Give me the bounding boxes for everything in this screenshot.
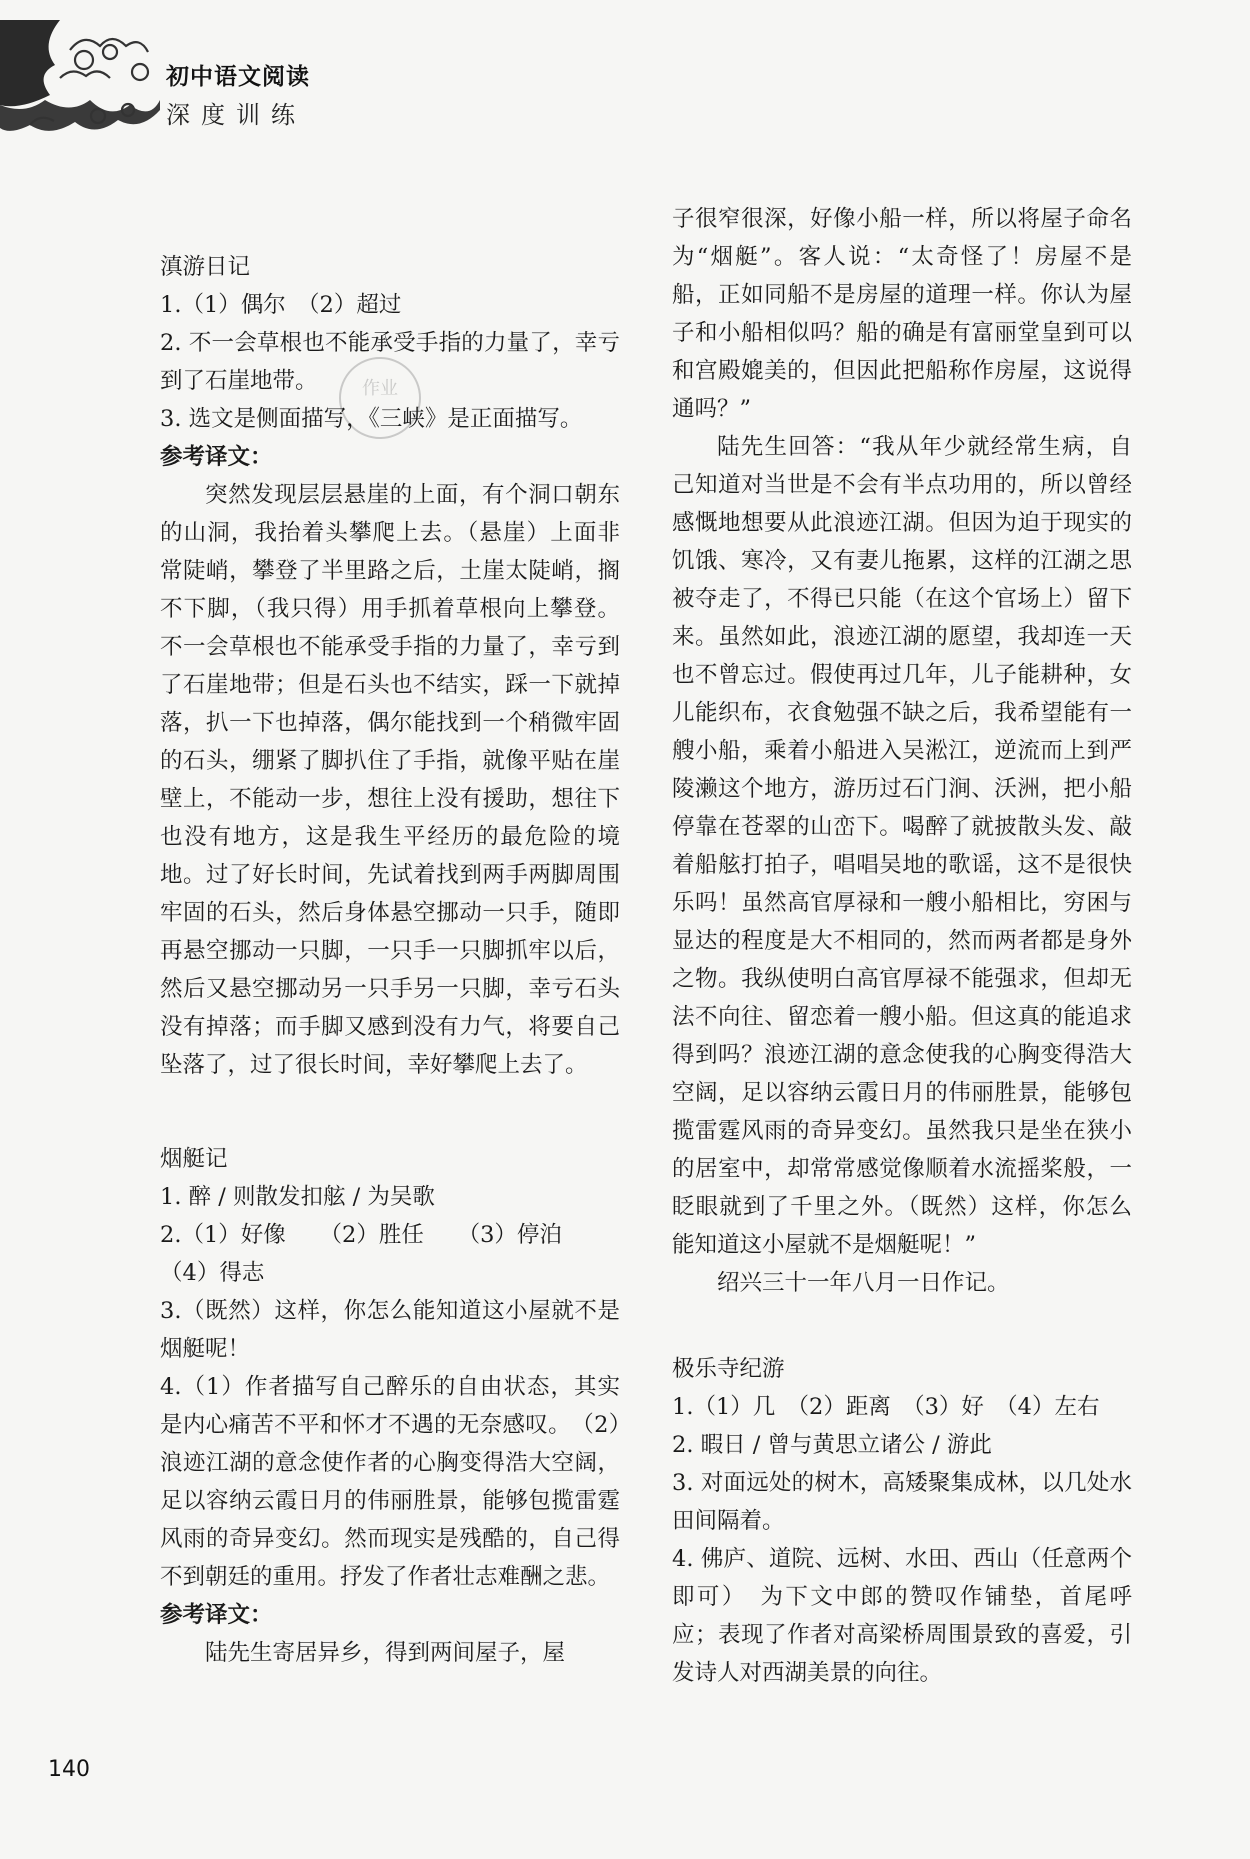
s2-question-1: 1. 醉 / 则散发扣舷 / 为吴歌 [160,1184,435,1210]
page-number: 140 [48,1757,90,1782]
book-subtitle: 深度训练 [166,101,306,129]
section-title-yanting: 烟艇记 [160,1146,228,1172]
s2-translation-continued: 子很窄很深，好像小船一样，所以将屋子命名为“烟艇”。客人说：“太奇怪了！房屋不是船，正如同船不是房屋的道理一样。你认为屋子和小船相似吗？船的确是有富丽堂皇到可以和宫殿媲美的，但因此把船称作房屋，这说得通吗？” [672,206,1132,422]
cloud-ornament-icon [0,20,170,150]
s1-question-1: 1.（1）偶尔 （2）超过 [160,292,402,318]
s3-question-1: 1.（1）几 （2）距离 （3）好 （4）左右 [672,1394,1100,1420]
watermark-text: 作业 [362,378,398,399]
book-header [166,58,310,130]
section-title-dianyou: 滇游日记 [160,254,251,280]
s1-reference-label: 参考译文： [160,444,273,470]
left-column [160,200,620,1672]
s2-question-4: 4.（1）作者描写自己醉乐的自由状态，其实是内心痛苦不平和怀才不遇的无奈感叹。 （2）浪迹江湖的意念使作者的心胸变得浩大空阔，足以容纳云霞日月的伟丽胜景，能够包揽雷霆风雨的奇异变幻。然而现实是残酷的，自己得不到朝廷的重用。抒发了作者壮志难酬之悲。 [160,1374,620,1590]
s2-question-3: 3.（既然）这样，你怎么能知道这小屋就不是烟艇呢！ [160,1298,620,1362]
s1-question-3: 3. 选文是侧面描写，《三峡》是正面描写。 [160,406,583,432]
s2-question-2-line-2: （4）得志 [160,1260,265,1286]
right-column [672,200,1132,1692]
s3-question-3: 3. 对面远处的树木，高矮聚集成林，以几处水田间隔着。 [672,1470,1132,1534]
s3-question-4: 4. 佛庐、道院、远树、水田、西山（任意两个即可） 为下文中郎的赞叹作铺垫，首尾呼应；表现了作者对高梁桥周围景致的喜爱，引发诗人对西湖美景的向往。 [672,1546,1132,1686]
s2-question-2-line-1: 2.（1）好像 （2）胜任 （3）停泊 [160,1222,562,1248]
s2-translation-date: 绍兴三十一年八月一日作记。 [717,1270,1010,1296]
s2-translation-start: 陆先生寄居异乡，得到两间屋子，屋 [205,1640,566,1666]
s2-translation-reply: 陆先生回答：“我从年少就经常生病，自己知道对当世是不会有半点功用的，所以曾经感慨地想要从此浪迹江湖。但因为迫于现实的饥饿、寒冷，又有妻儿拖累，这样的江湖之思被夺走了，不得已只能（在这个官场上）留下来。虽然如此，浪迹江湖的愿望，我却连一天也不曾忘过。假使再过几年，儿子能耕种，女儿能织布，衣食勉强不缺之后，我希望能有一艘小船，乘着小船进入吴淞江，逆流而上到严陵濑这个地方，游历过石门涧、沃洲，把小船停靠在苍翠的山峦下。喝醉了就披散头发、敲着船舷打拍子，唱唱吴地的歌谣，这不是很快乐吗！虽然高官厚禄和一艘小船相比，穷困与显达的程度是大不相同的，然而两者都是身外之物。我纵使明白高官厚禄不能强求，但却无法不向往、留恋着一艘小船。但这真的能追求得到吗？浪迹江湖的意念使我的心胸变得浩大空阔，足以容纳云霞日月的伟丽胜景，能够包揽雷霆风雨的奇异变幻。虽然我只是坐在狭小的居室中，却常常感觉像顺着水流摇桨般，一眨眼就到了千里之外。（既然）这样，你怎么能知道这小屋就不是烟艇呢！” [672,434,1132,1258]
s2-reference-label: 参考译文： [160,1602,273,1628]
s1-translation: 突然发现层层悬崖的上面，有个洞口朝东的山洞，我抬着头攀爬上去。（悬崖）上面非常陡峭，攀登了半里路之后，土崖太陡峭，搁不下脚，（我只得）用手抓着草根向上攀登。不一会草根也不能承受手指的力量了，幸亏到了石崖地带；但是石头也不结实，踩一下就掉落，扒一下也掉落，偶尔能找到一个稍微牢固的石头，绷紧了脚扒住了手指，就像平贴在崖壁上，不能动一步，想往上没有援助，想往下也没有地方，这是我生平经历的最危险的境地。过了好长时间，先试着找到两手两脚周围牢固的石头，然后身体悬空挪动一只手，随即再悬空挪动一只脚，一只手一只脚抓牢以后，然后又悬空挪动另一只手另一只脚，幸亏石头没有掉落；而手脚又感到没有力气，将要自己坠落了，过了很长时间，幸好攀爬上去了。 [160,482,620,1078]
s3-question-2: 2. 暇日 / 曾与黄思立诸公 / 游此 [672,1432,992,1458]
section-title-jilesi: 极乐寺纪游 [672,1356,785,1382]
s1-question-2: 2. 不一会草根也不能承受手指的力量了，幸亏到了石崖地带。 [160,330,620,394]
book-title: 初中语文阅读 [166,64,310,90]
